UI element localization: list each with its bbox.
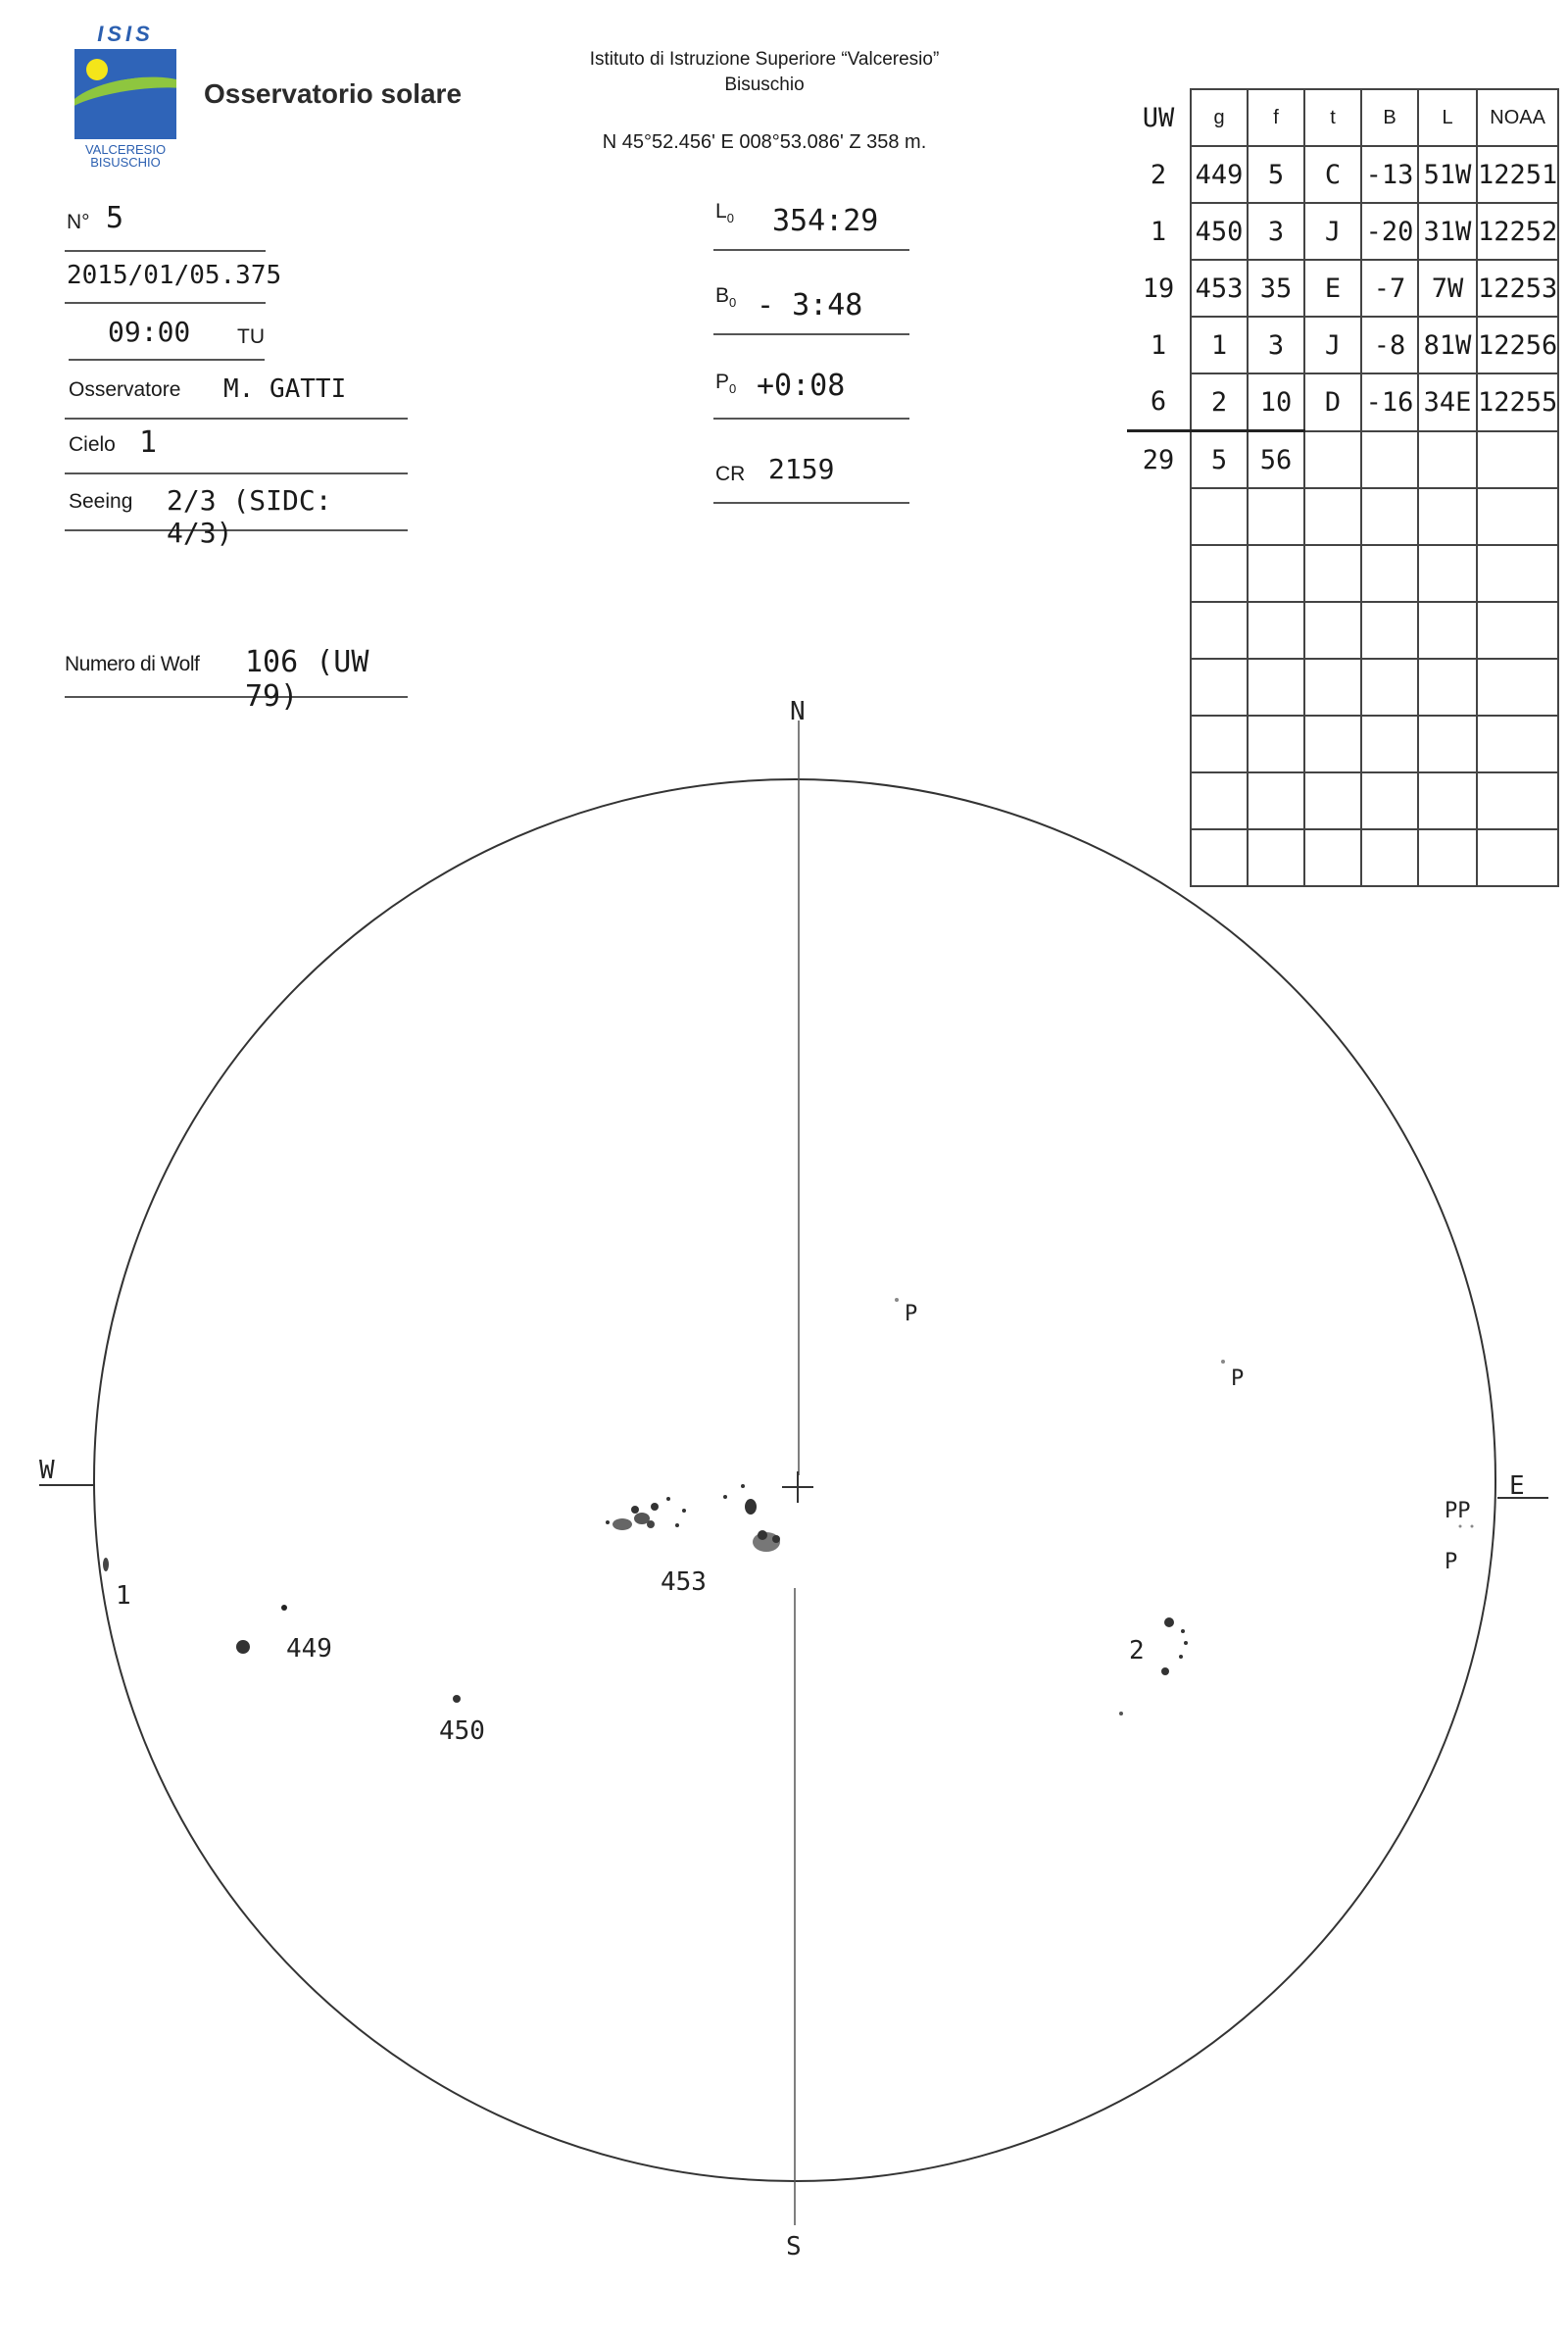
sunspot [723,1495,727,1499]
sunspot [745,1499,757,1515]
sunspot [606,1520,610,1524]
pore-label: P [1445,1550,1458,1574]
cell-noaa: 12253 [1477,260,1558,317]
cell-t: C [1304,146,1361,203]
l0-value: 354:29 [772,204,879,238]
cell-uw: 19 [1142,273,1175,304]
cell-b: -8 [1361,317,1418,373]
east-label: E [1509,1471,1525,1501]
cell-b: -7 [1361,260,1418,317]
logo-wordmark: ISIS [97,22,154,46]
total-f: 56 [1248,431,1304,489]
group-label-453: 453 [661,1567,707,1597]
time-value: 09:00 [108,316,191,348]
observer-value: M. GATTI [223,374,347,404]
cell-g: 2 [1191,373,1248,431]
cell-noaa: 12255 [1477,373,1558,431]
cell-b: -20 [1361,203,1418,260]
sunspot [682,1509,686,1513]
cell-l: 81W [1418,317,1477,373]
sunspot [1181,1629,1185,1633]
col-header-uw: UW [1142,102,1175,133]
north-label: N [790,697,806,726]
sunspot [1179,1655,1183,1659]
sunspot [651,1503,659,1511]
group-label-1: 1 [116,1581,131,1611]
col-header-noaa: NOAA [1477,89,1558,146]
number-value: 5 [106,201,124,235]
pore [1471,1525,1474,1528]
time-unit: TU [237,325,265,348]
cell-f: 5 [1248,146,1304,203]
observer-label: Osservatore [69,378,181,401]
cell-g: 450 [1191,203,1248,260]
cell-g: 449 [1191,146,1248,203]
pore [1221,1360,1225,1364]
wolf-number-label: Numero di Wolf [65,653,200,675]
cell-uw: 2 [1150,159,1167,190]
sky-value: 1 [139,425,158,460]
pore [1459,1525,1462,1528]
col-header-g: g [1191,89,1248,146]
cell-uw: 1 [1150,329,1167,361]
sunspot [612,1518,632,1530]
cell-t: E [1304,260,1361,317]
institute-line1: Istituto di Istruzione Superiore “Valceresio” [589,49,940,70]
pore-label: PP [1445,1499,1471,1523]
cell-f: 3 [1248,203,1304,260]
pore [895,1298,899,1302]
sunspot [666,1497,670,1501]
site-coordinates: N 45°52.456' E 008°53.086' Z 358 m. [602,131,927,153]
sunspot [741,1484,745,1488]
south-label: S [786,2232,802,2261]
cell-f: 35 [1248,260,1304,317]
col-header-l: L [1418,89,1477,146]
date-value: 2015/01/05.375 [67,261,282,290]
sunspot [758,1530,767,1540]
logo-caption-line2: BISUSCHIO [90,155,161,170]
wolf-number-value: 106 (UW 79) [245,645,369,714]
sunspot [103,1558,109,1571]
sunspot [631,1506,639,1514]
seeing-label: Seeing [69,490,133,513]
number-label: N° [67,211,90,233]
observatory-title: Osservatorio solare [204,78,463,109]
col-header-b: B [1361,89,1418,146]
sunspot [236,1640,250,1654]
p0-value: +0:08 [757,369,846,403]
l0-label: $L_0$ [715,200,734,226]
cell-l: 31W [1418,203,1477,260]
sunspot [1119,1712,1123,1715]
sunspot [772,1535,780,1543]
cell-b: -13 [1361,146,1418,203]
sunspot [647,1520,655,1528]
total-g: 5 [1191,431,1248,489]
cell-f: 10 [1248,373,1304,431]
institute-line2: Bisuschio [724,75,805,95]
total-uw: 29 [1127,431,1191,489]
cell-g: 1 [1191,317,1248,373]
sunspot [281,1605,287,1611]
sunspot [1161,1667,1169,1675]
group-label-2: 2 [1129,1636,1145,1665]
cell-noaa: 12252 [1477,203,1558,260]
west-label: W [39,1456,55,1485]
sunspot [1184,1641,1188,1645]
sky-label: Cielo [69,433,116,456]
col-header-f: f [1248,89,1304,146]
cell-t: D [1304,373,1361,431]
cell-t: J [1304,203,1361,260]
group-label-449: 449 [286,1634,332,1664]
cell-g: 453 [1191,260,1248,317]
pore-label: P [1231,1367,1245,1391]
seeing-value: 2/3 (SIDC: 4/3) [167,484,332,549]
col-header-t: t [1304,89,1361,146]
group-label-450: 450 [439,1716,485,1746]
cell-t: J [1304,317,1361,373]
cell-l: 7W [1418,260,1477,317]
cell-f: 3 [1248,317,1304,373]
sunspot [1164,1617,1174,1627]
cell-l: 34E [1418,373,1477,431]
b0-value: - 3:48 [757,288,863,323]
cell-noaa: 12251 [1477,146,1558,203]
cell-uw: 6 [1150,386,1167,417]
logo-caption-line1: VALCERESIO [84,142,167,157]
pore-label: P [905,1302,918,1326]
cr-label: CR [715,463,746,485]
cell-l: 51W [1418,146,1477,203]
cell-noaa: 12256 [1477,317,1558,373]
b0-label: $B_0$ [715,284,737,311]
sunspot [675,1523,679,1527]
cell-b: -16 [1361,373,1418,431]
cr-value: 2159 [768,453,835,485]
p0-label: $P_0$ [715,371,737,397]
sunspot [453,1695,461,1703]
cell-uw: 1 [1150,216,1167,247]
